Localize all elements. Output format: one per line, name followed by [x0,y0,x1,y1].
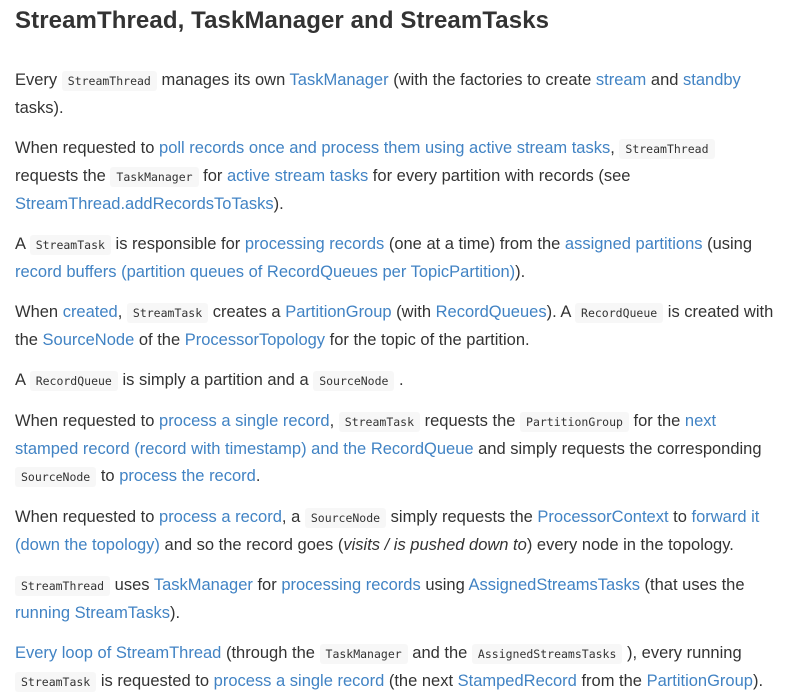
inline-code: RecordQueue [30,371,118,391]
link-sourcenode[interactable]: SourceNode [42,331,135,349]
inline-code: PartitionGroup [520,412,629,432]
link-processing-records[interactable]: processing records [281,576,421,594]
text: , [610,139,620,157]
text: simply requests the [386,508,538,526]
paragraph-7 [15,504,774,559]
link-assigned-partitions[interactable]: assigned partitions [564,235,703,253]
paragraph-5 [15,367,774,395]
link-next-stamped-record[interactable]: next stamped record (record with timestamp) and the RecordQueue [15,412,717,458]
link-forward-it[interactable]: forward it (down the topology) [15,508,760,554]
paragraph-3 [15,231,774,286]
text: creates a [208,303,286,321]
link-partitiongroup[interactable]: PartitionGroup [285,303,392,321]
text: ). [273,195,284,213]
text: ). [170,604,181,622]
text: When requested to [15,139,160,157]
inline-code: AssignedStreamsTasks [472,644,622,664]
paragraph-8 [15,572,774,627]
text: (with [391,303,436,321]
section-heading: StreamThread, TaskManager and StreamTasks [15,7,550,34]
text: . [255,467,261,485]
text: When [15,303,63,321]
inline-code: SourceNode [15,467,96,487]
text: ). A [546,303,576,321]
text: is created with the [15,303,774,349]
text: (using [702,235,753,253]
text: ). [515,263,526,281]
inline-code: RecordQueue [575,303,663,323]
text: Every [15,71,62,89]
link-process-a-record[interactable]: process a record [159,508,282,526]
link-assignedstreamstasks[interactable]: AssignedStreamsTasks [468,576,640,594]
text: (with the factories to create [388,71,596,89]
text: for [252,576,282,594]
link-created[interactable]: created [62,303,118,321]
text: When requested to [15,508,160,526]
text: , a [281,508,305,526]
text: using [420,576,469,594]
link-standby[interactable]: standby [683,71,741,89]
inline-code: StreamTask [127,303,208,323]
text: . [394,371,404,389]
link-recordqueues[interactable]: RecordQueues [435,303,547,321]
link-processorcontext[interactable]: ProcessorContext [537,508,669,526]
link-taskmanager[interactable]: TaskManager [289,71,389,89]
link-process-the-record[interactable]: process the record [119,467,256,485]
inline-code: TaskManager [320,644,408,664]
inline-code: SourceNode [305,508,386,528]
text: A [15,371,30,389]
inline-code: TaskManager [110,167,198,187]
link-stream[interactable]: stream [595,71,647,89]
link-record-buffers[interactable]: record buffers (partition queues of RecordQueues per TopicPartition) [15,263,516,281]
text: is requested to [96,672,214,690]
text: ), every running [622,644,742,662]
text: (the next [384,672,458,690]
text: is simply a partition and a [117,371,314,389]
emphasis-text: visits / is pushed down to [343,536,527,554]
text: When requested to [15,412,160,430]
paragraph-6 [15,408,774,491]
paragraph-2 [15,135,774,218]
text: to [96,467,120,485]
text: A [15,235,30,253]
text: tasks). [15,99,64,117]
link-running-streamtasks[interactable]: running StreamTasks [15,604,170,622]
link-process-single-record[interactable]: process a single record [159,412,330,430]
text: and the [407,644,472,662]
inline-code: StreamTask [30,235,111,255]
text: and so the record goes ( [159,536,344,554]
inline-code: StreamThread [619,139,714,159]
text: and simply requests the corresponding [473,440,762,458]
link-active-stream-tasks[interactable]: active stream tasks [227,167,369,185]
text: ) every node in the topology. [526,536,734,554]
link-processortopology[interactable]: ProcessorTopology [184,331,326,349]
link-poll-records[interactable]: poll records once and process them using active stream tasks [159,139,611,157]
text: is responsible for [110,235,245,253]
paragraph-1 [15,67,774,122]
text: for [198,167,227,185]
link-processing-records[interactable]: processing records [244,235,385,253]
text: for the topic of the partition. [325,331,530,349]
text: for the [628,412,685,430]
inline-code: SourceNode [313,371,394,391]
link-stampedrecord[interactable]: StampedRecord [457,672,577,690]
inline-code: StreamTask [15,672,96,692]
inline-code: StreamThread [15,576,110,596]
link-partitiongroup[interactable]: PartitionGroup [646,672,753,690]
text: for every partition with records (see [368,167,631,185]
text: requests the [420,412,521,430]
inline-code: StreamThread [62,71,157,91]
text: of the [134,331,185,349]
paragraph-4 [15,299,774,354]
text: (that uses the [639,576,745,594]
text: requests the [15,167,111,185]
text: , [329,412,339,430]
paragraph-9 [15,640,774,696]
text: and [646,71,684,89]
link-process-single-record[interactable]: process a single record [213,672,385,690]
link-taskmanager[interactable]: TaskManager [153,576,253,594]
text: uses [110,576,154,594]
inline-code: StreamTask [339,412,420,432]
text: ). [752,672,764,690]
text: from the [576,672,647,690]
text: to [668,508,692,526]
text: (one at a time) from the [384,235,565,253]
text: (through the [221,644,320,662]
link-every-loop[interactable]: Every loop of StreamThread [15,644,222,662]
link-add-records-to-tasks[interactable]: StreamThread.addRecordsToTasks [15,195,274,213]
text: , [117,303,127,321]
text: manages its own [156,71,290,89]
